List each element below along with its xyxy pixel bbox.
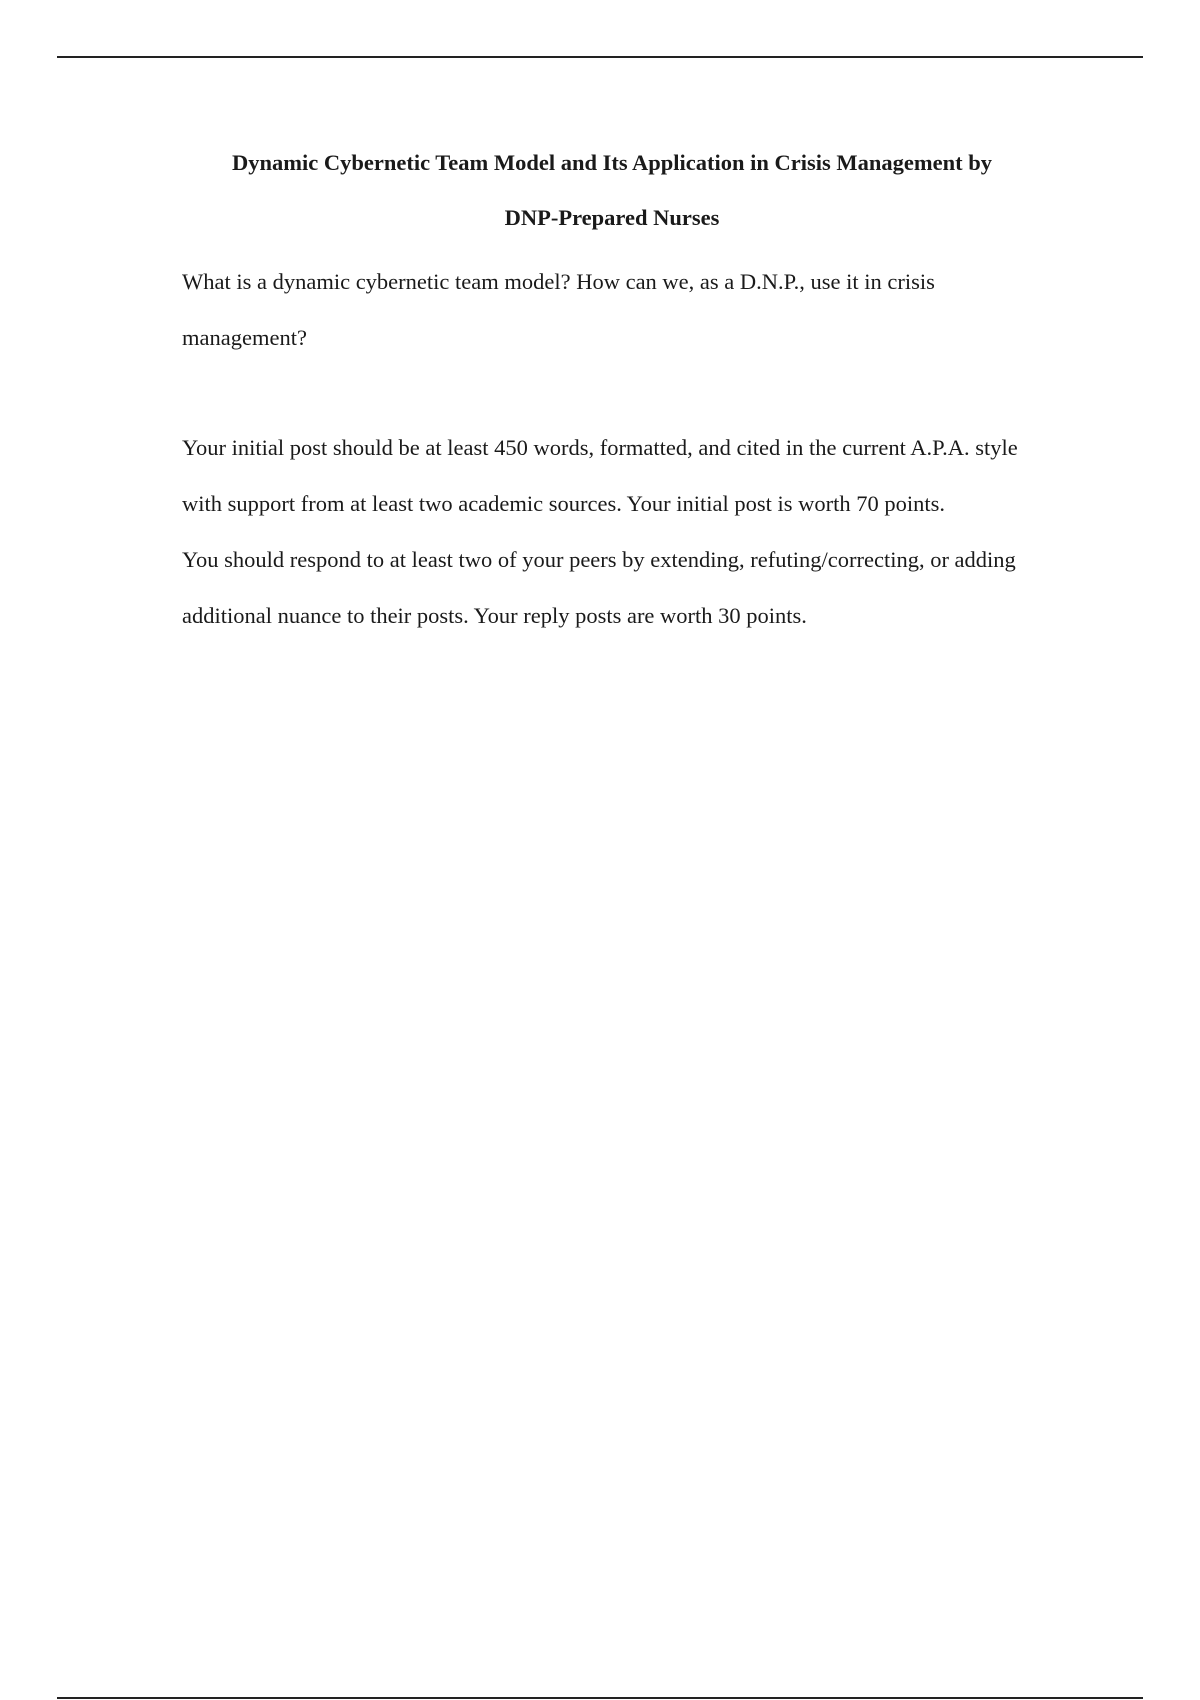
header-rule <box>57 56 1143 58</box>
document-title <box>182 135 1042 245</box>
question-paragraph: What is a dynamic cybernetic team model? How can we, as a D.N.P., use it in crisis management? <box>182 269 935 350</box>
footer-rule <box>57 1697 1143 1699</box>
title-line-2: DNP-Prepared Nurses <box>504 205 720 230</box>
title-line-1: Dynamic Cybernetic Team Model and Its Application in Crisis Management by <box>231 150 993 175</box>
initial-post-requirements-paragraph: Your initial post should be at least 450 words, formatted, and cited in the current A.P.A. style with support from at least two academic sources. Your initial post is worth 70 points. <box>182 435 1018 516</box>
document-body <box>182 135 1042 644</box>
reply-requirements-paragraph: You should respond to at least two of your peers by extending, refuting/correcting, or adding additional nuance to their posts. Your reply posts are worth 30 points. <box>182 547 1016 628</box>
